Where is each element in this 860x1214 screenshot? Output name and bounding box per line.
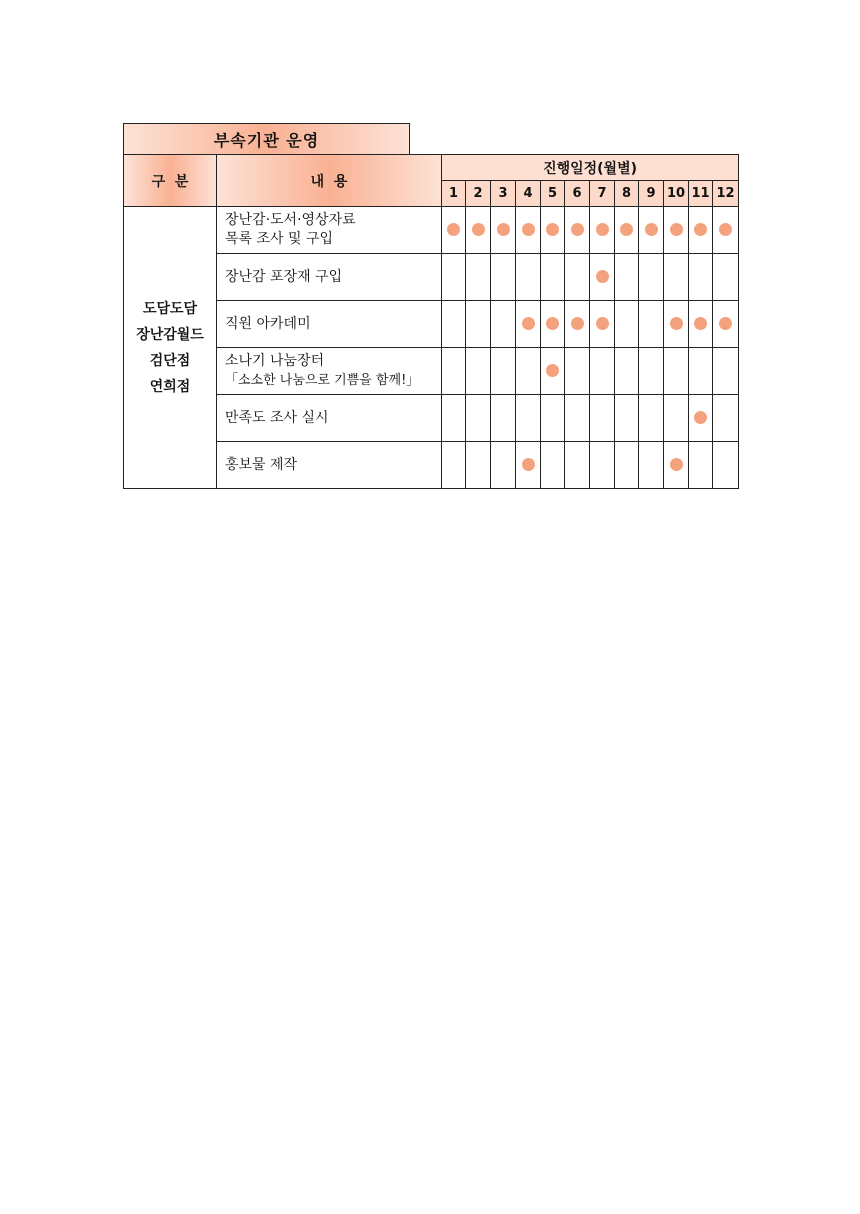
month-cell-10 <box>664 254 689 301</box>
month-cell-11 <box>689 207 713 254</box>
table-row <box>124 301 739 348</box>
month-cell-6 <box>565 207 590 254</box>
schedule-header: 진행일정(월별) <box>442 155 739 181</box>
table-row <box>124 395 739 442</box>
schedule-dot-icon <box>645 223 658 236</box>
month-header-9: 9 <box>639 181 664 207</box>
content-line: 소나기 나눔장터 <box>225 353 325 369</box>
schedule-dot-icon <box>694 411 707 424</box>
schedule-dot-icon <box>447 223 460 236</box>
month-cell-9 <box>639 348 664 395</box>
month-cell-2 <box>466 301 491 348</box>
schedule-dot-icon <box>596 270 609 283</box>
month-cell-7 <box>590 348 615 395</box>
schedule-dot-icon <box>546 364 559 377</box>
category-cell <box>124 207 217 489</box>
content-line: 「소소한 나눔으로 기쁨을 함께!」 <box>225 373 420 388</box>
month-cell-8 <box>615 254 639 301</box>
month-cell-3 <box>491 301 516 348</box>
category-line: 연희점 <box>149 378 191 395</box>
month-cell-4 <box>516 395 541 442</box>
table-row <box>124 207 739 254</box>
month-cell-11 <box>689 348 713 395</box>
month-cell-1 <box>442 301 466 348</box>
schedule-dot-icon <box>670 317 683 330</box>
month-cell-5 <box>541 395 565 442</box>
month-cell-1 <box>442 348 466 395</box>
content-line: 직원 아카데미 <box>225 315 311 332</box>
content-cell <box>217 348 442 395</box>
month-cell-12 <box>713 254 739 301</box>
month-cell-1 <box>442 395 466 442</box>
month-cell-8 <box>615 301 639 348</box>
month-cell-5 <box>541 254 565 301</box>
month-cell-8 <box>615 207 639 254</box>
category-line: 장난감월드 <box>136 326 204 343</box>
schedule-dot-icon <box>694 317 707 330</box>
month-cell-12 <box>713 207 739 254</box>
schedule-dot-icon <box>596 317 609 330</box>
schedule-dot-icon <box>670 223 683 236</box>
content-header: 내 용 <box>217 155 442 207</box>
month-cell-10 <box>664 301 689 348</box>
month-cell-1 <box>442 442 466 489</box>
month-cell-1 <box>442 207 466 254</box>
content-cell <box>217 442 442 489</box>
month-cell-11 <box>689 442 713 489</box>
month-cell-10 <box>664 395 689 442</box>
month-cell-10 <box>664 442 689 489</box>
content-cell <box>217 395 442 442</box>
month-cell-7 <box>590 395 615 442</box>
content-line: 만족도 조사 실시 <box>225 409 329 426</box>
month-cell-9 <box>639 254 664 301</box>
month-header-3: 3 <box>491 181 516 207</box>
schedule-dot-icon <box>596 223 609 236</box>
month-cell-12 <box>713 301 739 348</box>
month-cell-4 <box>516 348 541 395</box>
table-row <box>124 442 739 489</box>
content-cell <box>217 254 442 301</box>
month-cell-4 <box>516 254 541 301</box>
month-cell-2 <box>466 442 491 489</box>
month-cell-12 <box>713 395 739 442</box>
content-cell <box>217 207 442 254</box>
schedule-dot-icon <box>522 458 535 471</box>
month-cell-5 <box>541 442 565 489</box>
month-cell-12 <box>713 348 739 395</box>
schedule-dot-icon <box>522 317 535 330</box>
month-cell-2 <box>466 348 491 395</box>
month-header-5: 5 <box>541 181 565 207</box>
schedule-dot-icon <box>620 223 633 236</box>
month-header-7: 7 <box>590 181 615 207</box>
month-header-2: 2 <box>466 181 491 207</box>
table-row <box>124 348 739 395</box>
month-cell-9 <box>639 207 664 254</box>
month-cell-8 <box>615 395 639 442</box>
category-line: 도담도담 <box>142 300 198 317</box>
month-header-12: 12 <box>713 181 739 207</box>
month-header-8: 8 <box>615 181 639 207</box>
month-cell-6 <box>565 301 590 348</box>
month-cell-6 <box>565 395 590 442</box>
schedule-dot-icon <box>571 223 584 236</box>
month-cell-9 <box>639 442 664 489</box>
month-cell-5 <box>541 301 565 348</box>
schedule-dot-icon <box>522 223 535 236</box>
month-cell-7 <box>590 254 615 301</box>
schedule-dot-icon <box>719 223 732 236</box>
month-cell-3 <box>491 442 516 489</box>
content-line: 홍보물 제작 <box>225 456 298 473</box>
month-cell-10 <box>664 348 689 395</box>
month-cell-2 <box>466 207 491 254</box>
month-header-10: 10 <box>664 181 689 207</box>
content-cell <box>217 301 442 348</box>
month-cell-7 <box>590 301 615 348</box>
content-line: 목록 조사 및 구입 <box>225 231 334 247</box>
month-cell-3 <box>491 207 516 254</box>
month-cell-3 <box>491 348 516 395</box>
month-cell-11 <box>689 301 713 348</box>
schedule-dot-icon <box>497 223 510 236</box>
schedule-dot-icon <box>719 317 732 330</box>
month-cell-5 <box>541 207 565 254</box>
month-header-6: 6 <box>565 181 590 207</box>
section-title: 부속기관 운영 <box>123 123 410 155</box>
month-cell-6 <box>565 442 590 489</box>
month-cell-12 <box>713 442 739 489</box>
schedule-dot-icon <box>571 317 584 330</box>
category-header: 구 분 <box>124 155 217 207</box>
table-row <box>124 254 739 301</box>
month-cell-4 <box>516 301 541 348</box>
schedule-dot-icon <box>694 223 707 236</box>
month-header-4: 4 <box>516 181 541 207</box>
month-header-11: 11 <box>689 181 713 207</box>
month-cell-8 <box>615 348 639 395</box>
month-cell-8 <box>615 442 639 489</box>
category-line: 검단점 <box>149 352 191 369</box>
month-cell-11 <box>689 395 713 442</box>
schedule-dot-icon <box>670 458 683 471</box>
schedule-table <box>123 154 739 489</box>
month-cell-2 <box>466 395 491 442</box>
month-header-1: 1 <box>442 181 466 207</box>
month-cell-10 <box>664 207 689 254</box>
month-cell-11 <box>689 254 713 301</box>
month-cell-7 <box>590 442 615 489</box>
schedule-dot-icon <box>546 223 559 236</box>
month-cell-3 <box>491 395 516 442</box>
month-cell-3 <box>491 254 516 301</box>
month-cell-5 <box>541 348 565 395</box>
month-cell-9 <box>639 301 664 348</box>
content-line: 장난감 포장재 구입 <box>225 268 343 285</box>
month-cell-6 <box>565 254 590 301</box>
schedule-dot-icon <box>546 317 559 330</box>
month-cell-7 <box>590 207 615 254</box>
content-line: 장난감·도서·영상자료 <box>225 212 356 228</box>
schedule-dot-icon <box>472 223 485 236</box>
month-cell-2 <box>466 254 491 301</box>
month-cell-1 <box>442 254 466 301</box>
month-cell-9 <box>639 395 664 442</box>
month-cell-4 <box>516 442 541 489</box>
month-cell-6 <box>565 348 590 395</box>
month-cell-4 <box>516 207 541 254</box>
